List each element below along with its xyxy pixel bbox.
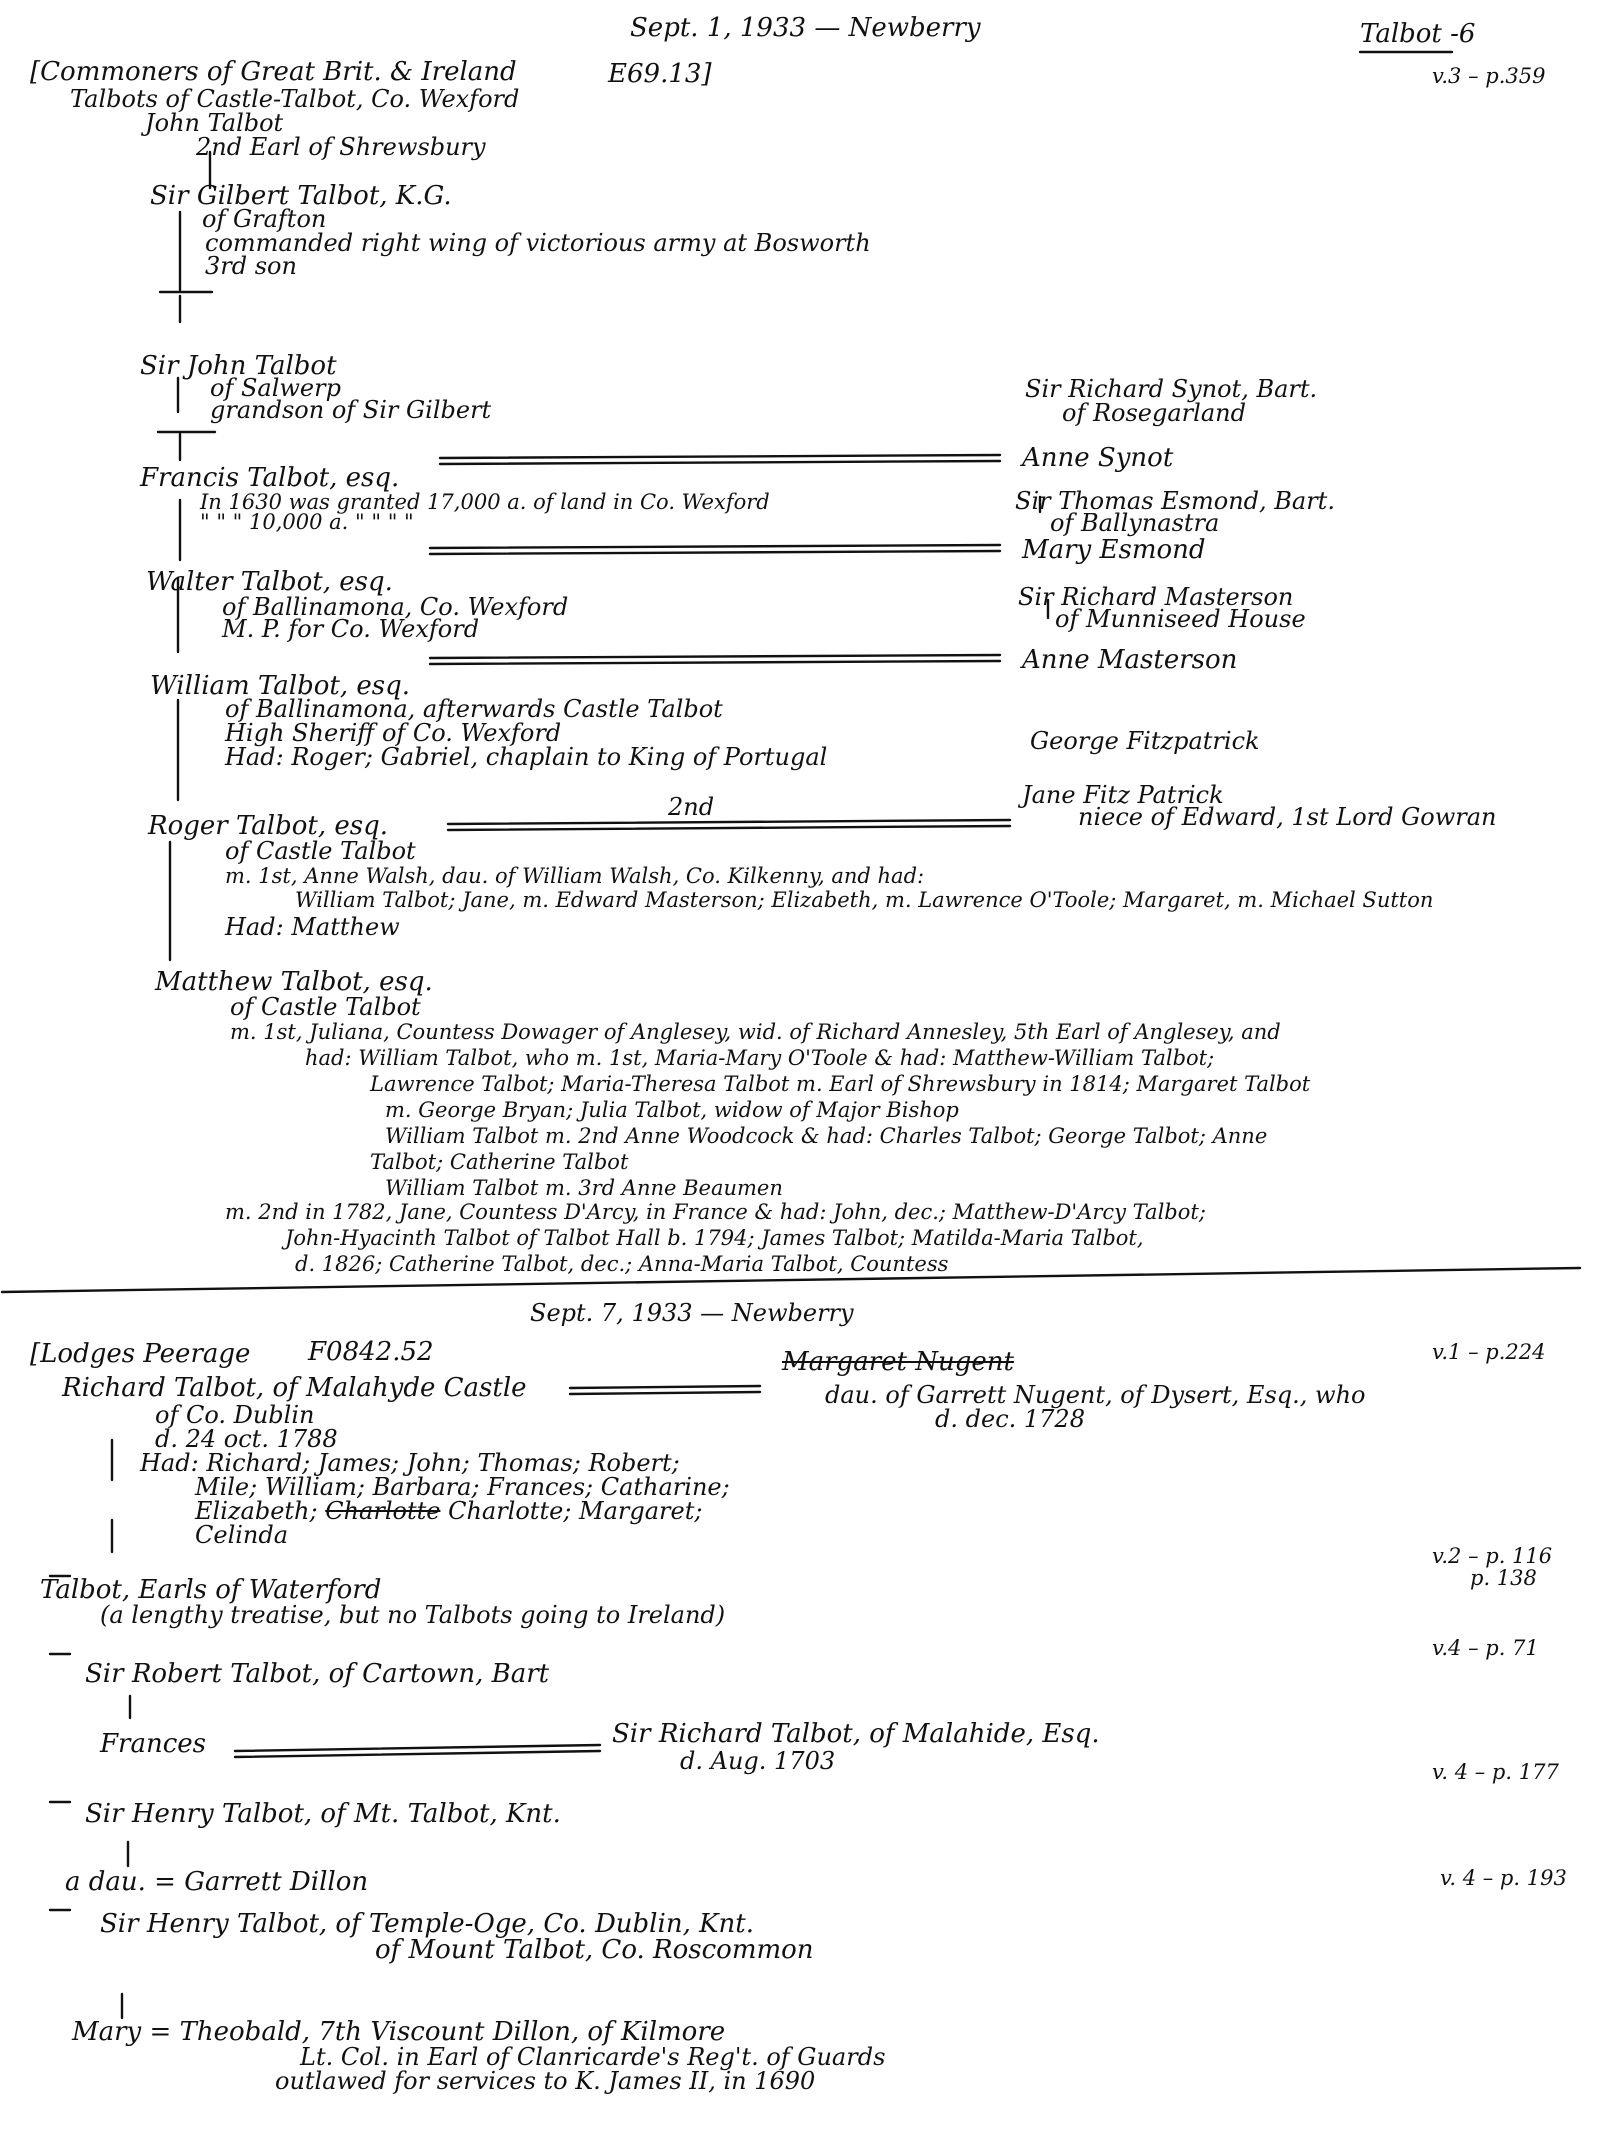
person-richard-talbot-malahyde: Richard Talbot, of Malahyde Castle (62, 1373, 527, 1403)
source-reference: p. 138 (1470, 1566, 1537, 1590)
struck-text: Charlotte (325, 1497, 441, 1525)
header-date: Sept. 1, 1933 — Newberry (630, 13, 981, 43)
person-detail: m. 2nd in 1782, Jane, Countess D'Arcy, in France & had: John, dec.; Matthew-D'Arcy Talbot; (225, 1200, 1206, 1224)
spouse-margaret-nugent: Margaret Nugent (782, 1347, 1014, 1377)
person-detail: niece of Edward, 1st Lord Gowran (1078, 803, 1497, 831)
person-sir-john-talbot: Sir John Talbot (140, 351, 337, 381)
spouse-father-synot: Sir Richard Synot, Bart. (1025, 375, 1318, 403)
person-detail: d. Aug. 1703 (680, 1747, 836, 1775)
person-john-talbot: John Talbot (145, 109, 284, 137)
source-title: [Lodges Peerage (30, 1339, 251, 1369)
person-detail: Had: Matthew (225, 913, 400, 941)
person-detail: of Ballinamona, Co. Wexford (222, 593, 569, 621)
source-title: [Commoners of Great Brit. & Ireland (30, 57, 517, 87)
spouse-father-esmond: Sir Thomas Esmond, Bart. (1015, 487, 1335, 515)
person-detail: Celinda (195, 1521, 289, 1549)
person-detail: of Salwerp (210, 374, 341, 402)
source-reference: v.2 – p. 116 (1432, 1544, 1553, 1568)
person-detail: Elizabeth; Charlotte Charlotte; Margaret; (195, 1497, 703, 1525)
marriage-number: 2nd (668, 793, 715, 821)
spouse-anne-masterson: Anne Masterson (1022, 645, 1238, 675)
earls-of-waterford: Talbot, Earls of Waterford (40, 1575, 382, 1605)
call-number: F0842.52 (308, 1337, 434, 1367)
person-detail: M. P. for Co. Wexford (222, 615, 480, 643)
spouse-father-masterson: Sir Richard Masterson (1018, 583, 1294, 611)
source-reference: v.3 – p.359 (1432, 64, 1546, 88)
call-number: E69.13] (608, 59, 712, 89)
person-detail: commanded right wing of victorious army at Bosworth (205, 229, 871, 257)
person-matthew-talbot: Matthew Talbot, esq. (155, 967, 433, 997)
spouse-anne-synot: Anne Synot (1022, 443, 1174, 473)
source-reference: v.4 – p. 71 (1432, 1636, 1539, 1660)
spouse-jane-fitzpatrick: Jane Fitz Patrick (1022, 781, 1224, 809)
person-detail: of Mount Talbot, Co. Roscommon (375, 1935, 814, 1965)
person-detail: William Talbot m. 3rd Anne Beaumen (385, 1176, 783, 1200)
spouse-richard-talbot-malahide: Sir Richard Talbot, of Malahide, Esq. (612, 1719, 1100, 1749)
person-detail: grandson of Sir Gilbert (210, 396, 492, 424)
person-detail: dau. of Garrett Nugent, of Dysert, Esq., who (825, 1381, 1366, 1409)
source-reference: v.1 – p.224 (1432, 1340, 1546, 1364)
person-detail: of Ballynastra (1050, 509, 1220, 537)
person-henry-talbot-temple-oge: Sir Henry Talbot, of Temple-Oge, Co. Dublin, Knt. (100, 1909, 754, 1939)
person-detail: In 1630 was granted 17,000 a. of land in Co. Wexford (200, 490, 770, 514)
section2-date: Sept. 7, 1933 — Newberry (530, 1299, 854, 1327)
person-francis-talbot: Francis Talbot, esq. (140, 463, 400, 493)
person-detail: of Grafton (202, 205, 327, 233)
family-heading: Talbots of Castle-Talbot, Co. Wexford (70, 85, 520, 113)
person-detail: Had: Roger; Gabriel, chaplain to King of Portugal (225, 743, 828, 771)
person-detail: 3rd son (205, 252, 297, 280)
person-detail: Lt. Col. in Earl of Clanricarde's Reg't. of Guards (300, 2043, 886, 2071)
person-detail: 2nd Earl of Shrewsbury (196, 133, 486, 161)
person-detail: Talbot; Catherine Talbot (370, 1150, 629, 1174)
person-gilbert-talbot: Sir Gilbert Talbot, K.G. (150, 181, 452, 211)
person-detail: Had: Richard; James; John; Thomas; Robert; (140, 1449, 680, 1477)
person-henry-talbot-mt: Sir Henry Talbot, of Mt. Talbot, Knt. (85, 1799, 561, 1829)
person-roger-talbot: Roger Talbot, esq. (148, 811, 389, 841)
person-detail: d. 1826; Catherine Talbot, dec.; Anna-Maria Talbot, Countess (295, 1252, 949, 1276)
person-detail: William Talbot; Jane, m. Edward Masterson; Elizabeth, m. Lawrence O'Toole; Margaret, m. Michael Sutton (295, 888, 1434, 912)
person-detail: d. dec. 1728 (935, 1405, 1085, 1433)
person-detail: of Castle Talbot (230, 993, 421, 1021)
person-detail: m. 1st, Juliana, Countess Dowager of Anglesey, wid. of Richard Annesley, 5th Earl of Anglesey, and (230, 1020, 1281, 1044)
source-reference: v. 4 – p. 193 (1440, 1866, 1567, 1890)
person-detail: m. 1st, Anne Walsh, dau. of William Walsh, Co. Kilkenny, and had: (225, 864, 925, 888)
person-detail: High Sheriff of Co. Wexford (225, 719, 562, 747)
person-detail: outlawed for services to K. James II, in 1690 (275, 2067, 816, 2095)
person-detail: Lawrence Talbot; Maria-Theresa Talbot m. Earl of Shrewsbury in 1814; Margaret Talbot (370, 1072, 1311, 1096)
person-detail: of Munniseed House (1055, 605, 1306, 633)
spouse-father-fitzpatrick: George Fitzpatrick (1030, 727, 1260, 755)
person-detail: of Ballinamona, afterwards Castle Talbot (225, 695, 723, 723)
person-detail: m. George Bryan; Julia Talbot, widow of Major Bishop (385, 1098, 959, 1122)
page-label: Talbot -6 (1360, 19, 1476, 49)
source-reference: v. 4 – p. 177 (1432, 1760, 1559, 1784)
person-detail: of Castle Talbot (225, 837, 416, 865)
person-detail: (a lengthy treatise, but no Talbots going to Ireland) (100, 1601, 726, 1629)
person-detail: of Co. Dublin (155, 1401, 315, 1429)
person-detail: John-Hyacinth Talbot of Talbot Hall b. 1794; James Talbot; Matilda-Maria Talbot, (285, 1226, 1144, 1250)
person-robert-talbot: Sir Robert Talbot, of Cartown, Bart (85, 1659, 550, 1689)
person-detail: " " " 10,000 a. " " " " (200, 510, 414, 534)
person-detail: Mile; William; Barbara; Frances; Catharine; (195, 1473, 730, 1501)
person-walter-talbot: Walter Talbot, esq. (146, 567, 393, 597)
person-william-talbot: William Talbot, esq. (150, 671, 410, 701)
person-detail: of Rosegarland (1062, 399, 1246, 427)
person-detail: had: William Talbot, who m. 1st, Maria-Mary O'Toole & had: Matthew-William Talbot; (305, 1046, 1215, 1070)
person-detail: d. 24 oct. 1788 (155, 1425, 338, 1453)
person-daughter: a dau. = Garrett Dillon (65, 1867, 369, 1897)
person-detail: William Talbot m. 2nd Anne Woodcock & had: Charles Talbot; George Talbot; Anne (385, 1124, 1268, 1148)
spouse-mary-esmond: Mary Esmond (1022, 535, 1206, 565)
person-mary: Mary = Theobald, 7th Viscount Dillon, of Kilmore (72, 2017, 726, 2047)
person-frances: Frances (100, 1729, 207, 1759)
